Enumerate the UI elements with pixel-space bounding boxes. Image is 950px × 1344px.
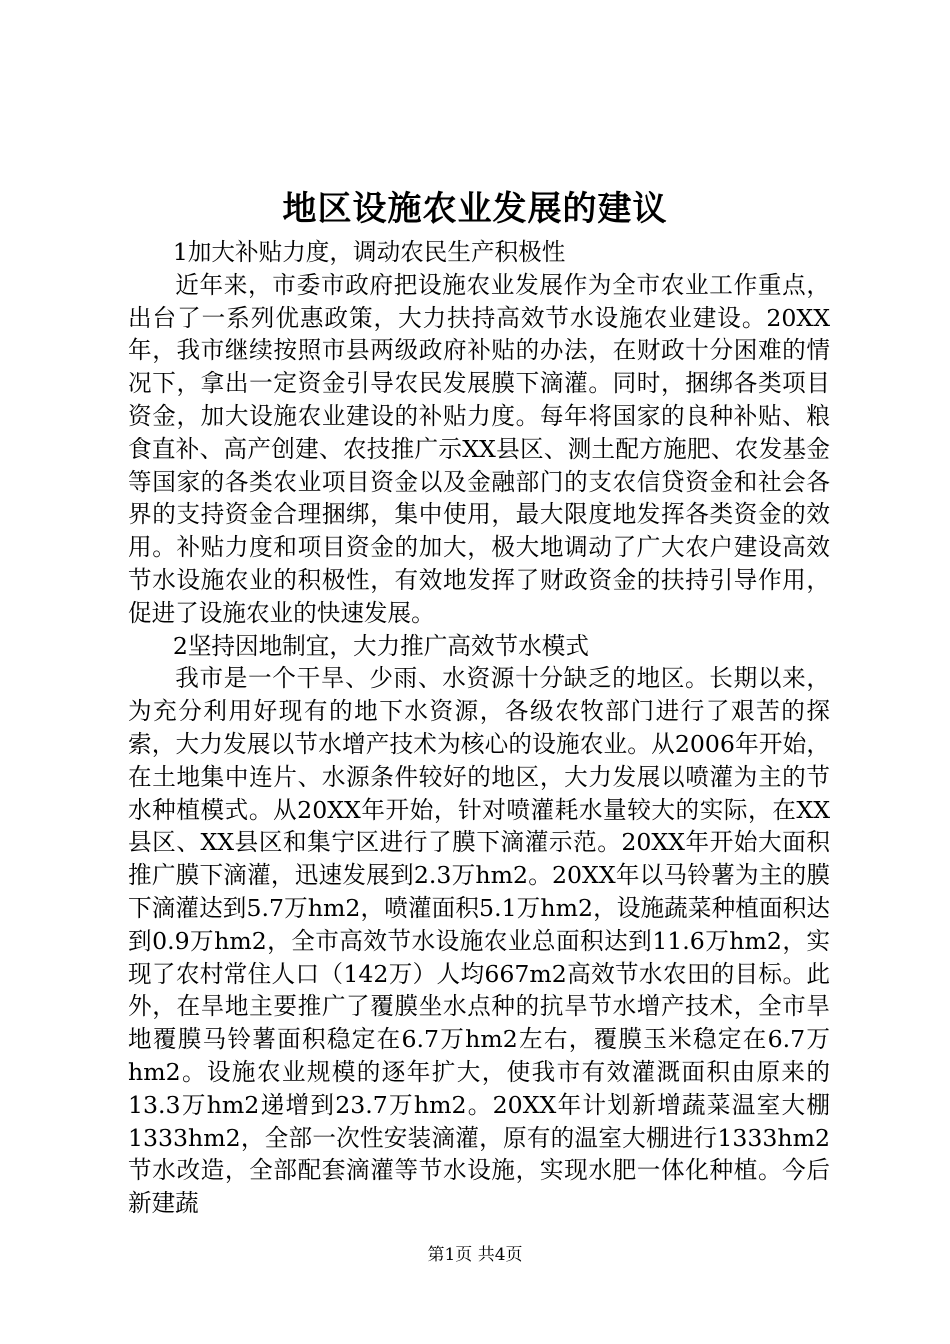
section-heading-1: 1加大补贴力度，调动农民生产积极性 [172,238,566,266]
page-footer: 第1页 共4页 [427,1245,523,1265]
body-paragraph-1: 近年来，市委市政府把设施农业发展作为全市农业工作重点，出台了一系列优惠政策，大力扶持高效节水设施农业建设。20XX年，我市继续按照市县两级政府补贴的办法，在财政十分困难的情况下，拿出一定资金引导农民发展膜下滴灌。同时，捆绑各类项目资金，加大设施农业建设的补贴力度。每年将国家的良种补贴、粮食直补、高产创建、农技推广示XX县区、测土配方施肥、农发基金等国家的各类农业项目资金以及金融部门的支农信贷资金和社会各界的支持资金合理捆绑，集中使用，最大限度地发挥各类资金的效用。补贴力度和项目资金的加大，极大地调动了广大农户建设高效节水设施农业的积极性，有效地发挥了财政资金的扶持引导作用，促进了设施农业的快速发展。 [128,270,830,627]
document-body [128,236,830,1220]
section-heading-2: 2坚持因地制宜，大力推广高效节水模式 [172,631,589,660]
body-paragraph-2: 我市是一个干旱、少雨、水资源十分缺乏的地区。长期以来，为充分利用好现有的地下水资源，各级农牧部门进行了艰苦的探索，大力发展以节水增产技术为核心的设施农业。从2006年开始，在土地集中连片、水源条件较好的地区，大力发展以喷灌为主的节水种植模式。从20XX年开始，针对喷灌耗水量较大的实际，在XX县区、XX县区和集宁区进行了膜下滴灌示范。20XX年开始大面积推广膜下滴灌，迅速发展到2.3万hm2。20XX年以马铃薯为主的膜下滴灌达到5.7万hm2，喷灌面积5.1万hm2，设施蔬菜种植面积达到0.9万hm2，全市高效节水设施农业总面积达到11.6万hm2，实现了农村常住人口（142万）人均667m2高效节水农田的目标。此外，在旱地主要推广了覆膜坐水点种的抗旱节水增产技术，全市旱地覆膜马铃薯面积稳定在6.7万hm2左右，覆膜玉米稳定在6.7万hm2。设施农业规模的逐年扩大，使我市有效灌溉面积由原来的13.3万hm2递增到23.7万hm2。20XX年计划新增蔬菜温室大棚1333hm2，全部一次性安装滴灌，原有的温室大棚进行1333hm2节水改造，全部配套滴灌等节水设施，实现水肥一体化种植。今后新建蔬 [128,664,830,1218]
document-title: 地区设施农业发展的建议 [282,189,668,229]
